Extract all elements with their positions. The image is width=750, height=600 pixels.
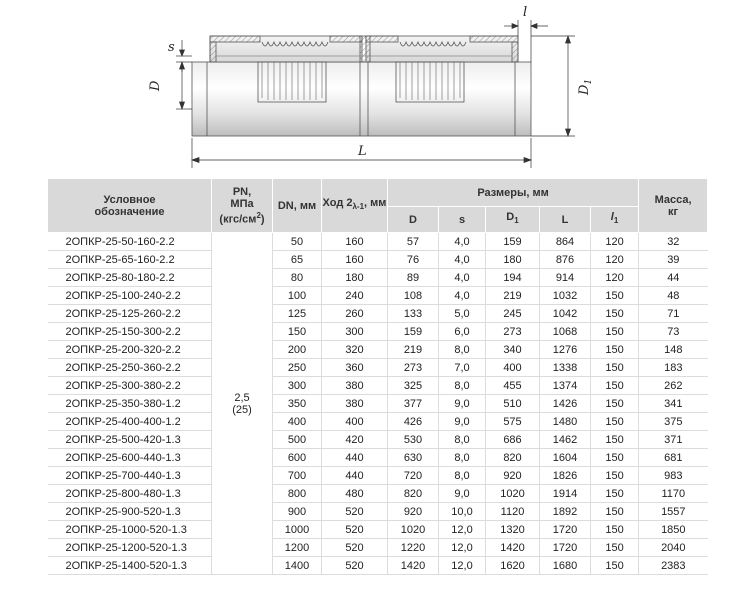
cell-l1: 150 bbox=[591, 485, 639, 503]
cell-l: 1826 bbox=[540, 467, 591, 485]
label-l: l bbox=[523, 5, 528, 20]
cell-dn: 900 bbox=[273, 503, 322, 521]
cell-mass: 73 bbox=[639, 323, 708, 341]
cell-d1: 1420 bbox=[486, 539, 540, 557]
header-pn: PN, МПа $(кгс/см^2)$ bbox=[212, 179, 273, 233]
cell-dn: 700 bbox=[273, 467, 322, 485]
cell-mass: 32 bbox=[639, 233, 708, 251]
cell-d: 1020 bbox=[388, 521, 439, 539]
cell-stroke: 160 bbox=[322, 233, 388, 251]
table-row bbox=[48, 557, 708, 575]
cell-designation: 2ОПКР-25-900-520-1.3 bbox=[48, 503, 212, 521]
table-row bbox=[48, 449, 708, 467]
header-stroke: Ход $2_{\lambda-1}$, мм bbox=[322, 179, 388, 233]
table-body bbox=[48, 233, 708, 575]
table-row bbox=[48, 251, 708, 269]
cell-s: 9,0 bbox=[439, 395, 486, 413]
cell-d: 219 bbox=[388, 341, 439, 359]
spec-table bbox=[47, 178, 708, 575]
cell-designation: 2ОПКР-25-400-400-1.2 bbox=[48, 413, 212, 431]
cell-d: 377 bbox=[388, 395, 439, 413]
header-dimensions: Размеры, мм bbox=[388, 179, 639, 207]
cell-stroke: 480 bbox=[322, 485, 388, 503]
cell-dn: 500 bbox=[273, 431, 322, 449]
cell-mass: 44 bbox=[639, 269, 708, 287]
table-row bbox=[48, 467, 708, 485]
cell-designation: 2ОПКР-25-350-380-1.2 bbox=[48, 395, 212, 413]
cell-dn: 125 bbox=[273, 305, 322, 323]
cell-s: 12,0 bbox=[439, 557, 486, 575]
cell-d: 273 bbox=[388, 359, 439, 377]
cell-designation: 2ОПКР-25-800-480-1.3 bbox=[48, 485, 212, 503]
cell-mass: 371 bbox=[639, 431, 708, 449]
cell-mass: 2040 bbox=[639, 539, 708, 557]
cell-l1: 150 bbox=[591, 413, 639, 431]
cell-stroke: 260 bbox=[322, 305, 388, 323]
cell-d1: 455 bbox=[486, 377, 540, 395]
cell-dn: 200 bbox=[273, 341, 322, 359]
cell-s: 5,0 bbox=[439, 305, 486, 323]
cell-designation: 2ОПКР-25-200-320-2.2 bbox=[48, 341, 212, 359]
cell-designation: 2ОПКР-25-1200-520-1.3 bbox=[48, 539, 212, 557]
cell-designation: 2ОПКР-25-1000-520-1.3 bbox=[48, 521, 212, 539]
cell-l1: 150 bbox=[591, 539, 639, 557]
cell-s: 4,0 bbox=[439, 233, 486, 251]
cell-dn: 800 bbox=[273, 485, 322, 503]
cell-stroke: 400 bbox=[322, 413, 388, 431]
header-name: Условное обозначение bbox=[48, 179, 212, 233]
cell-dn: 600 bbox=[273, 449, 322, 467]
cell-mass: 48 bbox=[639, 287, 708, 305]
cell-dn: 400 bbox=[273, 413, 322, 431]
cell-s: 4,0 bbox=[439, 251, 486, 269]
cell-stroke: 380 bbox=[322, 377, 388, 395]
cell-dn: 1000 bbox=[273, 521, 322, 539]
cell-s: 4,0 bbox=[439, 287, 486, 305]
cell-d1: 1120 bbox=[486, 503, 540, 521]
cell-l1: 150 bbox=[591, 287, 639, 305]
cell-l: 1892 bbox=[540, 503, 591, 521]
cell-s: 8,0 bbox=[439, 341, 486, 359]
cell-d: 820 bbox=[388, 485, 439, 503]
cell-d: 530 bbox=[388, 431, 439, 449]
cell-d: 325 bbox=[388, 377, 439, 395]
cell-stroke: 440 bbox=[322, 449, 388, 467]
cell-mass: 262 bbox=[639, 377, 708, 395]
table-row bbox=[48, 413, 708, 431]
cell-l: 1720 bbox=[540, 521, 591, 539]
cell-d: 159 bbox=[388, 323, 439, 341]
cell-dn: 150 bbox=[273, 323, 322, 341]
label-D1: $D_1$ bbox=[577, 78, 594, 95]
cell-stroke: 360 bbox=[322, 359, 388, 377]
cell-l: 1720 bbox=[540, 539, 591, 557]
cell-stroke: 240 bbox=[322, 287, 388, 305]
cell-d: 76 bbox=[388, 251, 439, 269]
cell-mass: 983 bbox=[639, 467, 708, 485]
cell-dn: 65 bbox=[273, 251, 322, 269]
header-s: s bbox=[439, 207, 486, 233]
cell-mass: 1850 bbox=[639, 521, 708, 539]
cell-d1: 575 bbox=[486, 413, 540, 431]
cell-s: 12,0 bbox=[439, 521, 486, 539]
cell-l1: 150 bbox=[591, 557, 639, 575]
cell-mass: 71 bbox=[639, 305, 708, 323]
header-L: L bbox=[540, 207, 591, 233]
cell-mass: 148 bbox=[639, 341, 708, 359]
cell-l: 1914 bbox=[540, 485, 591, 503]
cell-stroke: 520 bbox=[322, 503, 388, 521]
cell-d: 630 bbox=[388, 449, 439, 467]
cell-stroke: 520 bbox=[322, 557, 388, 575]
cell-l: 1426 bbox=[540, 395, 591, 413]
cell-dn: 1400 bbox=[273, 557, 322, 575]
cell-dn: 300 bbox=[273, 377, 322, 395]
cell-l1: 150 bbox=[591, 467, 639, 485]
cell-mass: 2383 bbox=[639, 557, 708, 575]
cell-d: 920 bbox=[388, 503, 439, 521]
label-D: D bbox=[148, 80, 163, 91]
header-mass: Масса, кг bbox=[639, 179, 708, 233]
cell-designation: 2ОПКР-25-500-420-1.3 bbox=[48, 431, 212, 449]
cell-stroke: 160 bbox=[322, 251, 388, 269]
cell-l: 914 bbox=[540, 269, 591, 287]
table-row bbox=[48, 341, 708, 359]
label-s: s bbox=[168, 40, 175, 55]
cell-mass: 1170 bbox=[639, 485, 708, 503]
table-row bbox=[48, 521, 708, 539]
cell-dn: 250 bbox=[273, 359, 322, 377]
cell-stroke: 300 bbox=[322, 323, 388, 341]
cell-d1: 1620 bbox=[486, 557, 540, 575]
cell-l1: 120 bbox=[591, 233, 639, 251]
cell-l: 1680 bbox=[540, 557, 591, 575]
cell-designation: 2ОПКР-25-600-440-1.3 bbox=[48, 449, 212, 467]
cell-designation: 2ОПКР-25-65-160-2.2 bbox=[48, 251, 212, 269]
table-row bbox=[48, 431, 708, 449]
cell-d1: 219 bbox=[486, 287, 540, 305]
cell-l1: 120 bbox=[591, 251, 639, 269]
cell-l: 864 bbox=[540, 233, 591, 251]
cell-designation: 2ОПКР-25-250-360-2.2 bbox=[48, 359, 212, 377]
cell-d: 57 bbox=[388, 233, 439, 251]
table-row bbox=[48, 539, 708, 557]
cell-stroke: 520 bbox=[322, 539, 388, 557]
cell-d1: 245 bbox=[486, 305, 540, 323]
cell-dn: 350 bbox=[273, 395, 322, 413]
cell-l1: 150 bbox=[591, 341, 639, 359]
cell-l1: 150 bbox=[591, 377, 639, 395]
cell-l: 876 bbox=[540, 251, 591, 269]
table-row bbox=[48, 305, 708, 323]
cell-l1: 150 bbox=[591, 359, 639, 377]
cell-l1: 120 bbox=[591, 269, 639, 287]
cell-l: 1276 bbox=[540, 341, 591, 359]
table-row bbox=[48, 323, 708, 341]
cell-l: 1480 bbox=[540, 413, 591, 431]
cell-dn: 50 bbox=[273, 233, 322, 251]
cell-d1: 1320 bbox=[486, 521, 540, 539]
header-dn: DN, мм bbox=[273, 179, 322, 233]
cell-dn: 80 bbox=[273, 269, 322, 287]
cell-s: 8,0 bbox=[439, 449, 486, 467]
cell-d1: 180 bbox=[486, 251, 540, 269]
table-row bbox=[48, 485, 708, 503]
cell-d1: 920 bbox=[486, 467, 540, 485]
cell-l1: 150 bbox=[591, 323, 639, 341]
cell-d: 426 bbox=[388, 413, 439, 431]
cell-d1: 159 bbox=[486, 233, 540, 251]
cell-designation: 2ОПКР-25-300-380-2.2 bbox=[48, 377, 212, 395]
cell-designation: 2ОПКР-25-50-160-2.2 bbox=[48, 233, 212, 251]
table-row bbox=[48, 287, 708, 305]
cell-d: 720 bbox=[388, 467, 439, 485]
compensator-drawing bbox=[0, 0, 750, 178]
cell-s: 9,0 bbox=[439, 413, 486, 431]
cell-l: 1338 bbox=[540, 359, 591, 377]
cell-l: 1042 bbox=[540, 305, 591, 323]
cell-stroke: 180 bbox=[322, 269, 388, 287]
cell-l: 1068 bbox=[540, 323, 591, 341]
cell-s: 8,0 bbox=[439, 467, 486, 485]
cell-mass: 681 bbox=[639, 449, 708, 467]
cell-d1: 273 bbox=[486, 323, 540, 341]
cell-stroke: 320 bbox=[322, 341, 388, 359]
header-D: D bbox=[388, 207, 439, 233]
table-row bbox=[48, 233, 708, 251]
cell-d1: 400 bbox=[486, 359, 540, 377]
cell-d: 1220 bbox=[388, 539, 439, 557]
cell-designation: 2ОПКР-25-100-240-2.2 bbox=[48, 287, 212, 305]
cell-stroke: 520 bbox=[322, 521, 388, 539]
cell-l1: 150 bbox=[591, 431, 639, 449]
cell-stroke: 420 bbox=[322, 431, 388, 449]
cell-l1: 150 bbox=[591, 395, 639, 413]
cell-designation: 2ОПКР-25-150-300-2.2 bbox=[48, 323, 212, 341]
table-row bbox=[48, 269, 708, 287]
cell-d: 108 bbox=[388, 287, 439, 305]
cell-s: 8,0 bbox=[439, 431, 486, 449]
cell-d1: 194 bbox=[486, 269, 540, 287]
cell-d: 133 bbox=[388, 305, 439, 323]
cell-mass: 183 bbox=[639, 359, 708, 377]
cell-l: 1604 bbox=[540, 449, 591, 467]
table-header bbox=[48, 179, 708, 233]
cell-designation: 2ОПКР-25-80-180-2.2 bbox=[48, 269, 212, 287]
cell-d1: 1020 bbox=[486, 485, 540, 503]
cell-l1: 150 bbox=[591, 305, 639, 323]
cell-mass: 375 bbox=[639, 413, 708, 431]
cell-l1: 150 bbox=[591, 449, 639, 467]
cell-d1: 686 bbox=[486, 431, 540, 449]
cell-stroke: 380 bbox=[322, 395, 388, 413]
cell-s: 7,0 bbox=[439, 359, 486, 377]
cell-d: 1420 bbox=[388, 557, 439, 575]
cell-s: 4,0 bbox=[439, 269, 486, 287]
cell-l1: 150 bbox=[591, 521, 639, 539]
cell-d: 89 bbox=[388, 269, 439, 287]
cell-mass: 341 bbox=[639, 395, 708, 413]
table-row bbox=[48, 359, 708, 377]
cell-designation: 2ОПКР-25-125-260-2.2 bbox=[48, 305, 212, 323]
header-D1: $D_1$ bbox=[486, 207, 540, 233]
cell-s: 9,0 bbox=[439, 485, 486, 503]
table-row bbox=[48, 395, 708, 413]
cell-s: 8,0 bbox=[439, 377, 486, 395]
cell-dn: 100 bbox=[273, 287, 322, 305]
cell-l1: 150 bbox=[591, 503, 639, 521]
cell-d1: 510 bbox=[486, 395, 540, 413]
cell-l: 1462 bbox=[540, 431, 591, 449]
cell-s: 12,0 bbox=[439, 539, 486, 557]
cell-designation: 2ОПКР-25-700-440-1.3 bbox=[48, 467, 212, 485]
cell-d1: 340 bbox=[486, 341, 540, 359]
cell-stroke: 440 bbox=[322, 467, 388, 485]
cell-s: 10,0 bbox=[439, 503, 486, 521]
cell-l: 1374 bbox=[540, 377, 591, 395]
label-L: L bbox=[358, 144, 367, 159]
table-row bbox=[48, 503, 708, 521]
compensator-body bbox=[192, 36, 531, 136]
cell-s: 6,0 bbox=[439, 323, 486, 341]
cell-pn: 2,5 (25) bbox=[212, 233, 273, 575]
cell-mass: 1557 bbox=[639, 503, 708, 521]
cell-designation: 2ОПКР-25-1400-520-1.3 bbox=[48, 557, 212, 575]
cell-l: 1032 bbox=[540, 287, 591, 305]
cell-dn: 1200 bbox=[273, 539, 322, 557]
header-l1: $l_1$ bbox=[591, 207, 639, 233]
cell-d1: 820 bbox=[486, 449, 540, 467]
cell-mass: 39 bbox=[639, 251, 708, 269]
table-row bbox=[48, 377, 708, 395]
